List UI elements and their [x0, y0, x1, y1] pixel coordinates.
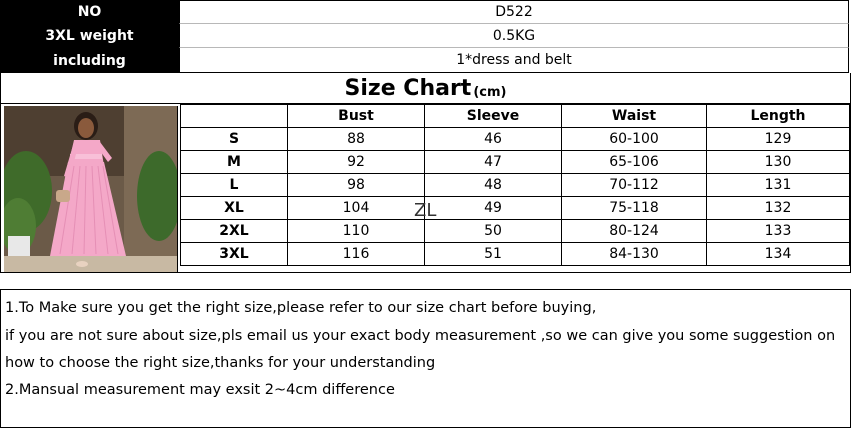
product-info-table: [0, 0, 851, 73]
size-cell: L: [181, 174, 288, 197]
dress-photo-illustration: [4, 106, 177, 272]
note-line: how to choose the right size,thanks for your understanding: [5, 355, 436, 371]
notes-box: [0, 289, 851, 428]
table-cell: 131: [707, 174, 850, 197]
table-row: [181, 174, 850, 197]
info-label: NO: [0, 0, 179, 24]
header-cell: Length: [707, 105, 850, 128]
table-cell: 70-112: [562, 174, 707, 197]
title-text: Size Chart: [344, 75, 472, 101]
table-cell: 116: [288, 243, 425, 266]
product-photo: [4, 106, 178, 272]
info-value: D522: [179, 0, 849, 24]
table-header-row: [181, 105, 850, 128]
size-cell: M: [181, 151, 288, 174]
info-row-including: [0, 48, 851, 73]
table-cell: 134: [707, 243, 850, 266]
size-cell: XL: [181, 197, 288, 220]
info-row-weight: [0, 24, 851, 48]
note-line: if you are not sure about size,pls email us your exact body measurement ,so we can give you some suggestion on: [5, 328, 836, 344]
table-cell: 49: [425, 197, 562, 220]
table-cell: 51: [425, 243, 562, 266]
table-cell: 98: [288, 174, 425, 197]
header-cell: Bust: [288, 105, 425, 128]
note-line: 2.Mansual measurement may exsit 2~4cm difference: [5, 382, 395, 398]
table-cell: 110: [288, 220, 425, 243]
header-cell: Sleeve: [425, 105, 562, 128]
table-cell: 47: [425, 151, 562, 174]
table-cell: 104: [288, 197, 425, 220]
title-unit: (cm): [473, 84, 507, 100]
info-label: 3XL weight: [0, 24, 179, 48]
table-cell: 84-130: [562, 243, 707, 266]
table-cell: 65-106: [562, 151, 707, 174]
table-row: [181, 128, 850, 151]
size-chart-area: [0, 103, 851, 273]
info-row-number: [0, 0, 851, 24]
table-row: [181, 243, 850, 266]
table-cell: 50: [425, 220, 562, 243]
table-cell: 46: [425, 128, 562, 151]
size-chart-title: [0, 73, 851, 103]
table-cell: 60-100: [562, 128, 707, 151]
table-row: [181, 197, 850, 220]
table-cell: 132: [707, 197, 850, 220]
info-label: including: [0, 48, 179, 73]
header-cell: [181, 105, 288, 128]
size-cell: 2XL: [181, 220, 288, 243]
info-value: 1*dress and belt: [179, 48, 849, 73]
table-cell: 133: [707, 220, 850, 243]
table-cell: 75-118: [562, 197, 707, 220]
info-value: 0.5KG: [179, 24, 849, 48]
table-row: [181, 151, 850, 174]
table-cell: 92: [288, 151, 425, 174]
table-cell: 88: [288, 128, 425, 151]
size-table: [180, 104, 850, 266]
table-cell: 130: [707, 151, 850, 174]
table-cell: 129: [707, 128, 850, 151]
table-cell: 80-124: [562, 220, 707, 243]
table-cell: 48: [425, 174, 562, 197]
watermark: ZL: [414, 200, 437, 221]
header-cell: Waist: [562, 105, 707, 128]
size-cell: 3XL: [181, 243, 288, 266]
size-cell: S: [181, 128, 288, 151]
note-line: 1.To Make sure you get the right size,please refer to our size chart before buying,: [5, 300, 597, 316]
table-row: [181, 220, 850, 243]
